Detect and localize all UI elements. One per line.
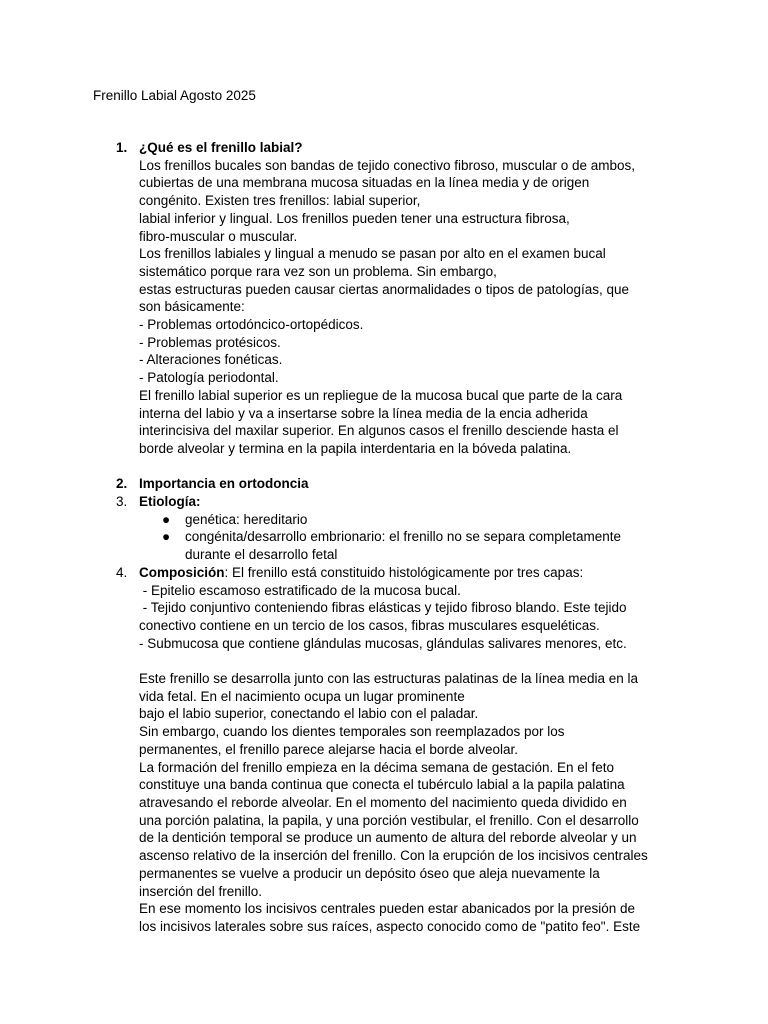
paragraph-line: bajo el labio superior, conectando el labio con el paladar. [139,706,479,722]
bullet-text: genética: hereditario [185,511,308,527]
bullet-text: durante el desarrollo fetal [185,547,338,563]
blank-line [139,652,696,670]
list-line: - Tejido conjuntivo conteniendo fibras elásticas y tejido fibroso blando. Este tejido [139,600,627,616]
document-title: Frenillo Labial Agosto 2025 [93,88,256,103]
list-line: - Submucosa que contiene glándulas mucosas, glándulas salivares menores, etc. [139,635,627,651]
paragraph-line: Los frenillos bucales son bandas de tejido conectivo fibroso, muscular o de ambos, [139,157,636,173]
bullet-text: congénita/desarrollo embrionario: el frenillo no se separa completamente [185,529,621,545]
blank-line [116,458,696,476]
section-heading: Etiología: [139,494,201,510]
paragraph-line: los incisivos laterales sobre sus raíces, aspecto conocido como de "patito feo". Este [139,918,641,934]
bullet-icon: ● [162,511,171,527]
list-line: - Epitelio escamoso estratificado de la mucosa bucal. [139,582,461,598]
section-number: 4. [116,564,128,580]
paragraph-line: Sin embargo, cuando los dientes temporales son reemplazados por los [139,724,565,740]
list-line: - Alteraciones fonéticas. [139,352,283,368]
section-heading-line [139,564,696,582]
paragraph-line: constituye una banda continua que conecta el tubérculo labial a la papila palatina [139,777,625,793]
paragraph-line: permanentes se vuelve a producir un depósito óseo que aleja nuevamente la [139,865,600,881]
section-number: 2. [116,476,128,492]
paragraph-line: labial inferior y lingual. Los frenillos pueden tener una estructura fibrosa, [139,210,570,226]
paragraph-line: ascenso relativo de la inserción del frenillo. Con la erupción de los incisivos centrales [139,848,648,864]
paragraph-line: de la dentición temporal se produce un aumento de altura del reborde alveolar y un [139,830,637,846]
paragraph-line: atravesando el reborde alveolar. En el momento del nacimiento queda dividido en [139,794,627,810]
paragraph-line: interna del labio y va a insertarse sobre la línea media de la encia adherida [139,405,588,421]
section-etiology [116,493,696,564]
paragraph-line: estas estructuras pueden causar ciertas anormalidades o tipos de patologías, que [139,281,630,297]
section-composition [116,564,696,936]
paragraph-line: Los frenillos labiales y lingual a menudo se pasan por alto en el examen bucal [139,246,606,262]
paragraph-line: borde alveolar y termina en la papila interdentaria en la bóveda palatina. [139,440,572,456]
paragraph-line: interincisiva del maxilar superior. En algunos casos el frenillo desciende hasta el [139,423,619,439]
paragraph-line: son básicamente: [139,299,245,315]
list-line: conectivo contiene en un tercio de los casos, fibras musculares esqueléticas. [139,617,600,633]
section-what-is [116,139,696,458]
bullet-icon: ● [162,529,171,545]
document-body [116,139,696,936]
paragraph-line: congénito. Existen tres frenillos: labial superior, [139,193,421,209]
section-heading-rest: : El frenillo está constituido histológicamente por tres capas: [224,564,584,580]
paragraph-line: El frenillo labial superior es un repliegue de la mucosa bucal que parte de la cara [139,387,623,403]
section-heading: Importancia en ortodoncia [139,476,309,492]
list-line: - Patología periodontal. [139,370,279,386]
paragraph-line: Este frenillo se desarrolla junto con las estructuras palatinas de la línea media en la [139,671,639,687]
section-number: 3. [116,494,128,510]
paragraph-line: En ese momento los incisivos centrales pueden estar abanicados por la presión de [139,901,636,917]
paragraph-line: La formación del frenillo empieza en la décima semana de gestación. En el feto [139,759,615,775]
paragraph-line: una porción palatina, la papila, y una porción vestibular, el frenillo. Con el desarrollo [139,812,639,828]
paragraph-line: inserción del frenillo. [139,883,263,899]
section-heading: ¿Qué es el frenillo labial? [139,140,303,155]
paragraph-line: sistemático porque rara vez son un problema. Sin embargo, [139,263,497,279]
list-line: - Problemas ortodóncico-ortopédicos. [139,317,364,333]
paragraph-line: cubiertas de una membrana mucosa situadas en la línea media y de origen [139,175,590,191]
bullet-item [162,528,696,563]
paragraph-line: vida fetal. En el nacimiento ocupa un lugar prominente [139,688,465,704]
section-number: 1. [116,140,128,155]
section-heading: Composición [139,564,225,580]
paragraph-line: permanentes, el frenillo parece alejarse hacia el borde alveolar. [139,741,518,757]
bullet-item [162,511,696,529]
etiology-list [139,511,696,564]
paragraph-line: fibro-muscular o muscular. [139,228,298,244]
list-line: - Problemas protésicos. [139,334,281,350]
section-importance [116,475,696,493]
